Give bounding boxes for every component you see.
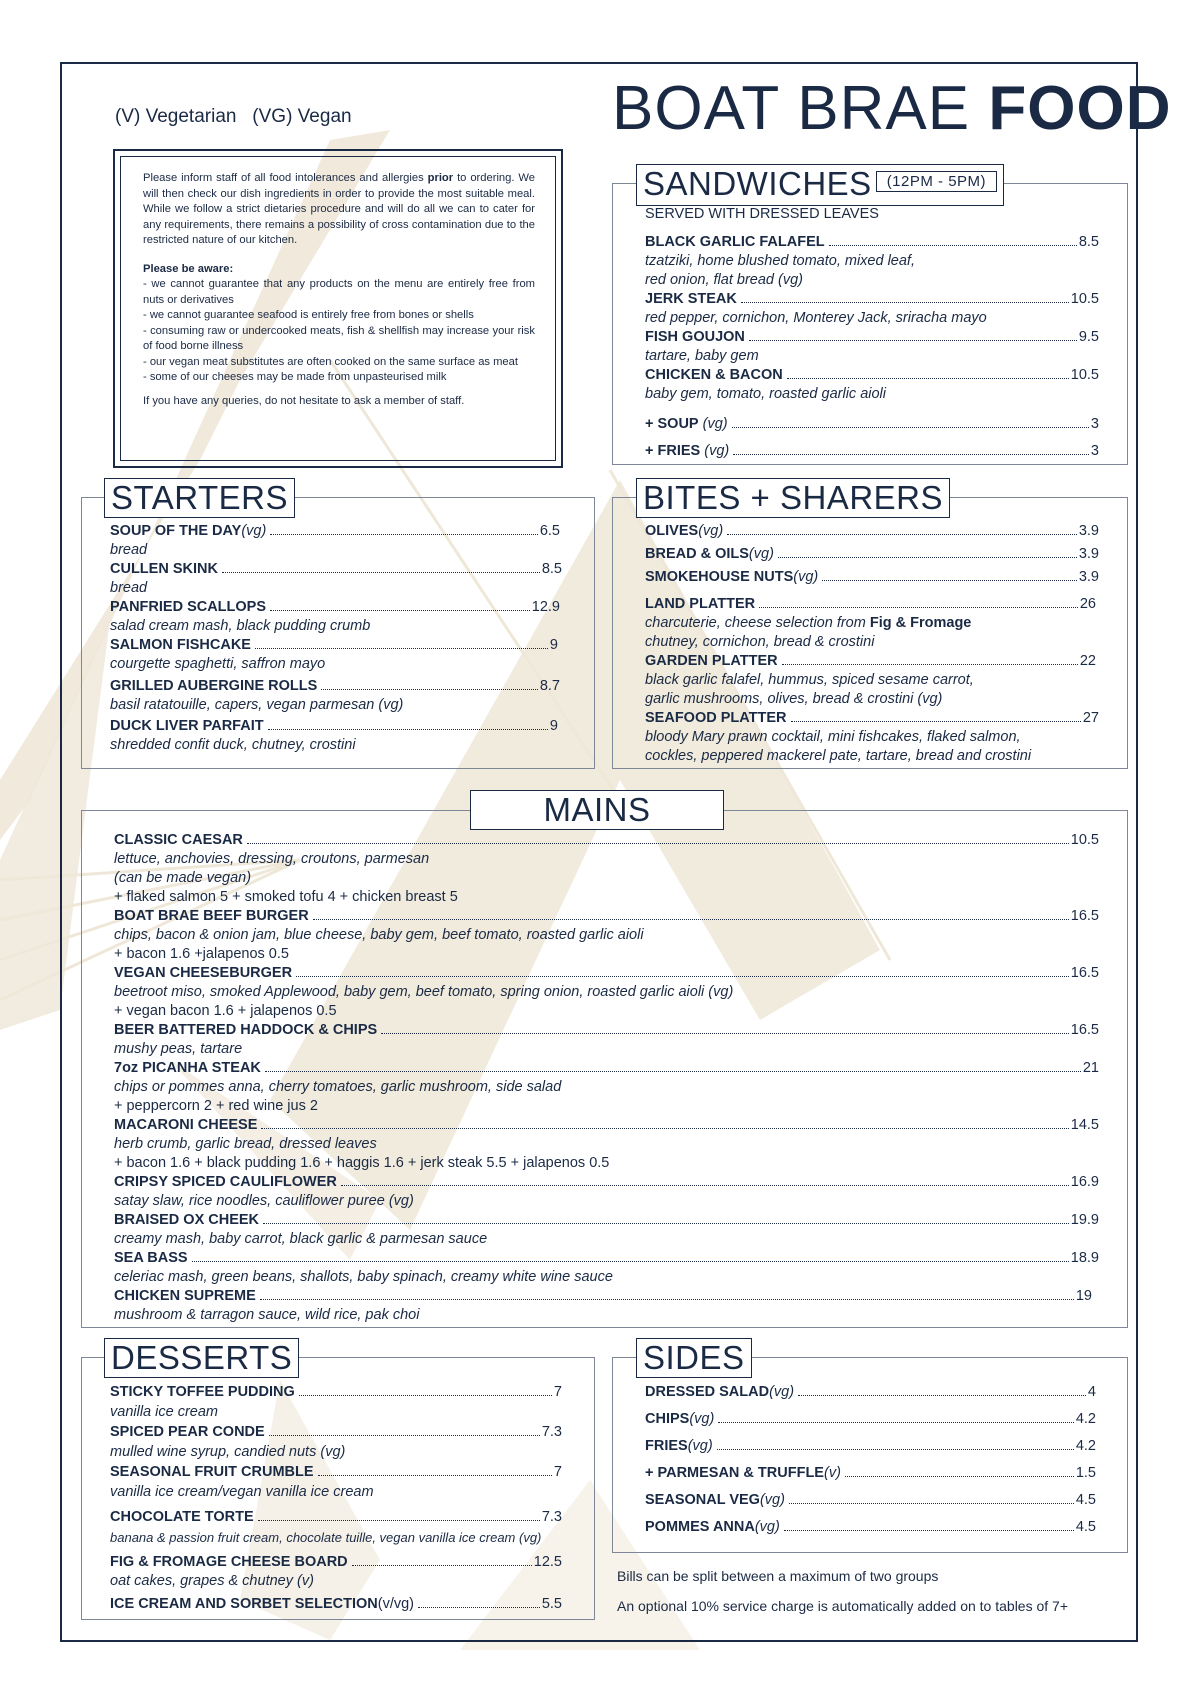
dot-leader bbox=[829, 245, 1077, 246]
item-extras: + bacon 1.6 + black pudding 1.6 + haggis 1.6 + jerk steak 5.5 + jalapenos 0.5 bbox=[114, 1155, 610, 1171]
item-name: PANFRIED SCALLOPS bbox=[110, 599, 267, 615]
dot-leader bbox=[222, 572, 540, 573]
item-name: SMOKEHOUSE NUTS bbox=[645, 569, 794, 585]
item-price: 26 bbox=[1079, 596, 1096, 612]
menu-item bbox=[110, 1596, 562, 1612]
item-extras: + bacon 1.6 +jalapenos 0.5 bbox=[114, 946, 289, 962]
menu-item bbox=[110, 678, 560, 694]
item-price: 8.7 bbox=[539, 678, 560, 694]
item-name: CLASSIC CAESAR bbox=[114, 832, 243, 848]
menu-item bbox=[645, 710, 1099, 726]
item-description: tzatziki, home blushed tomato, mixed leaf, bbox=[645, 253, 915, 269]
menu-item bbox=[645, 329, 1099, 345]
item-name: SALMON FISHCAKE bbox=[110, 637, 251, 653]
item-name: DUCK LIVER PARFAIT bbox=[110, 718, 264, 734]
sandwiches-title bbox=[636, 164, 1004, 206]
item-price: 10.5 bbox=[1070, 832, 1099, 848]
allergy-notice bbox=[113, 149, 563, 468]
menu-item bbox=[645, 569, 1099, 585]
dot-leader bbox=[247, 843, 1069, 844]
item-description: tartare, baby gem bbox=[645, 348, 759, 364]
notice-point: - our vegan meat substitutes are often cooked on the same surface as meat bbox=[143, 355, 518, 368]
item-price: 27 bbox=[1082, 710, 1099, 726]
dot-leader bbox=[741, 302, 1069, 303]
menu-item bbox=[645, 596, 1096, 612]
item-price: 5.5 bbox=[541, 1596, 562, 1612]
dot-leader bbox=[749, 340, 1077, 341]
menu-item bbox=[645, 1492, 1096, 1508]
menu-item bbox=[110, 1509, 562, 1525]
dot-leader bbox=[727, 534, 1077, 535]
item-description: beetroot miso, smoked Applewood, baby gem, beef tomato, spring onion, roasted garlic aioli (vg) bbox=[114, 984, 734, 1000]
dot-leader bbox=[258, 1520, 540, 1521]
item-price: 3 bbox=[1090, 443, 1099, 459]
dot-leader bbox=[270, 534, 538, 535]
dot-leader bbox=[787, 378, 1069, 379]
item-price: 22 bbox=[1079, 653, 1096, 669]
item-price: 12.5 bbox=[533, 1554, 562, 1570]
mains-title: MAINS bbox=[470, 790, 724, 830]
brand-bold: FOOD bbox=[988, 74, 1172, 143]
item-note: (v) bbox=[823, 1465, 841, 1481]
brand-title bbox=[612, 74, 1171, 144]
service-charge-note: An optional 10% service charge is automatically added on to tables of 7+ bbox=[617, 1598, 1069, 1614]
item-note: (vg) bbox=[687, 1438, 713, 1454]
menu-item bbox=[110, 1424, 562, 1440]
menu-item bbox=[114, 1060, 1099, 1076]
sides-title: SIDES bbox=[636, 1338, 752, 1378]
menu-item bbox=[645, 1411, 1096, 1427]
item-description: bloody Mary prawn cocktail, mini fishcakes, flaked salmon, bbox=[645, 729, 1021, 745]
item-price: 4 bbox=[1087, 1384, 1096, 1400]
item-note: (vg) bbox=[704, 443, 730, 459]
item-name: + PARMESAN & TRUFFLE bbox=[645, 1465, 824, 1481]
item-description: garlic mushrooms, olives, bread & crostini (vg) bbox=[645, 691, 943, 707]
menu-item bbox=[645, 1519, 1096, 1535]
item-name: SEA BASS bbox=[114, 1250, 188, 1266]
item-description: chips or pommes anna, cherry tomatoes, garlic mushroom, side salad bbox=[114, 1079, 562, 1095]
notice-intro-post: to ordering. We will then check our dish ingredients in order to provide the most suitable meal. While we follow a strict dietaries procedure and will do all we can to cater for any requirements, there remains a possibility of cross contamination due to the restricted nature of our kitchen. bbox=[143, 172, 536, 246]
item-name: POMMES ANNA bbox=[645, 1519, 755, 1535]
item-name: VEGAN CHEESEBURGER bbox=[114, 965, 293, 981]
item-price: 1.5 bbox=[1075, 1465, 1096, 1481]
dot-leader bbox=[341, 1185, 1069, 1186]
item-description: baby gem, tomato, roasted garlic aioli bbox=[645, 386, 886, 402]
item-description: red onion, flat bread (vg) bbox=[645, 272, 803, 288]
item-description: lettuce, anchovies, dressing, croutons, parmesan bbox=[114, 851, 430, 867]
item-name: SEAFOOD PLATTER bbox=[645, 710, 787, 726]
item-name: CHICKEN SUPREME bbox=[114, 1288, 256, 1304]
item-name: CHICKEN & BACON bbox=[645, 367, 783, 383]
dot-leader bbox=[759, 607, 1078, 608]
menu-item bbox=[110, 1464, 562, 1480]
item-price: 10.5 bbox=[1070, 367, 1099, 383]
item-price: 9 bbox=[549, 718, 558, 734]
item-description: bread bbox=[110, 542, 148, 558]
menu-item bbox=[114, 1288, 1092, 1304]
item-price: 10.5 bbox=[1070, 291, 1099, 307]
item-name: MACARONI CHEESE bbox=[114, 1117, 258, 1133]
item-description: satay slaw, rice noodles, cauliflower puree (vg) bbox=[114, 1193, 414, 1209]
menu-item bbox=[645, 1465, 1096, 1481]
menu-item bbox=[114, 908, 1099, 924]
item-price: 18.9 bbox=[1070, 1250, 1099, 1266]
item-extras: + flaked salmon 5 + smoked tofu 4 + chicken breast 5 bbox=[114, 889, 458, 905]
dot-leader bbox=[822, 580, 1077, 581]
desc-text: charcuterie, cheese selection from bbox=[645, 615, 870, 631]
item-name: SPICED PEAR CONDE bbox=[110, 1424, 265, 1440]
dot-leader bbox=[352, 1565, 532, 1566]
item-name: BLACK GARLIC FALAFEL bbox=[645, 234, 825, 250]
item-name: CHOCOLATE TORTE bbox=[110, 1509, 254, 1525]
item-name: CRIPSY SPICED CAULIFLOWER bbox=[114, 1174, 337, 1190]
dot-leader bbox=[299, 1395, 552, 1396]
menu-item bbox=[645, 443, 1099, 459]
item-price: 12.9 bbox=[531, 599, 560, 615]
item-price: 4.5 bbox=[1075, 1492, 1096, 1508]
item-name: BRAISED OX CHEEK bbox=[114, 1212, 260, 1228]
item-price: 7 bbox=[553, 1464, 562, 1480]
dot-leader bbox=[782, 664, 1078, 665]
item-description: creamy mash, baby carrot, black garlic & parmesan sauce bbox=[114, 1231, 488, 1247]
menu-item bbox=[114, 1117, 1099, 1133]
dot-leader bbox=[381, 1033, 1069, 1034]
notice-point: - we cannot guarantee that any products on the menu are entirely free from nuts or derivatives bbox=[143, 278, 535, 306]
item-note: (vg) bbox=[759, 1492, 785, 1508]
item-price: 8.5 bbox=[541, 561, 562, 577]
diet-legend: (V) Vegetarian (VG) Vegan bbox=[115, 106, 352, 127]
item-name: GRILLED AUBERGINE ROLLS bbox=[110, 678, 318, 694]
menu-item bbox=[110, 561, 562, 577]
dot-leader bbox=[418, 1607, 540, 1608]
item-name: SOUP OF THE DAY bbox=[110, 523, 242, 539]
item-description: basil ratatouille, capers, vegan parmesan (vg) bbox=[110, 697, 404, 713]
notice-point: - consuming raw or undercooked meats, fish & shellfish may increase your risk of food borne illness bbox=[143, 324, 535, 352]
item-name: SEASONAL FRUIT CRUMBLE bbox=[110, 1464, 314, 1480]
item-name: + FRIES bbox=[645, 443, 701, 459]
menu-item bbox=[110, 523, 560, 539]
item-name: OLIVES bbox=[645, 523, 699, 539]
menu-item bbox=[110, 1384, 562, 1400]
item-name: 7oz PICANHA STEAK bbox=[114, 1060, 261, 1076]
item-price: 8.5 bbox=[1078, 234, 1099, 250]
brand-light: BOAT BRAE bbox=[612, 74, 989, 143]
notice-point: - some of our cheeses may be made from unpasteurised milk bbox=[143, 371, 447, 383]
notice-aware-heading: Please be aware: bbox=[143, 262, 234, 275]
sandwiches-served: SERVED WITH DRESSED LEAVES bbox=[645, 206, 879, 222]
item-name: JERK STEAK bbox=[645, 291, 737, 307]
item-description: red pepper, cornichon, Monterey Jack, sriracha mayo bbox=[645, 310, 987, 326]
dot-leader bbox=[732, 427, 1089, 428]
starters-title: STARTERS bbox=[104, 478, 295, 518]
menu-item bbox=[645, 653, 1096, 669]
item-price: 4.5 bbox=[1075, 1519, 1096, 1535]
item-note: (vg) bbox=[748, 546, 774, 562]
menu-item bbox=[114, 1022, 1099, 1038]
item-description: celeriac mash, green beans, shallots, baby spinach, creamy white wine sauce bbox=[114, 1269, 613, 1285]
menu-item bbox=[110, 718, 558, 734]
item-note: (vg) bbox=[793, 569, 819, 585]
menu-item bbox=[114, 1174, 1099, 1190]
desserts-title: DESSERTS bbox=[104, 1338, 299, 1378]
menu-item bbox=[645, 523, 1099, 539]
item-note: (v/vg) bbox=[377, 1596, 414, 1612]
item-price: 4.2 bbox=[1075, 1411, 1096, 1427]
item-name: BEER BATTERED HADDOCK & CHIPS bbox=[114, 1022, 378, 1038]
dot-leader bbox=[260, 1299, 1074, 1300]
menu-item bbox=[645, 367, 1099, 383]
dot-leader bbox=[733, 454, 1089, 455]
item-description: mushy peas, tartare bbox=[114, 1041, 243, 1057]
item-price: 9.5 bbox=[1078, 329, 1099, 345]
notice-intro-pre: Please inform staff of all food intolerances and allergies bbox=[143, 172, 428, 184]
item-name: FISH GOUJON bbox=[645, 329, 745, 345]
item-name: BREAD & OILS bbox=[645, 546, 749, 562]
dot-leader bbox=[321, 689, 538, 690]
item-note: (vg) bbox=[241, 523, 267, 539]
dot-leader bbox=[268, 729, 548, 730]
menu-item bbox=[645, 1384, 1096, 1400]
item-extras: + peppercorn 2 + red wine jus 2 bbox=[114, 1098, 318, 1114]
dot-leader bbox=[778, 557, 1077, 558]
sandwiches-title-text: SANDWICHES bbox=[643, 165, 872, 202]
item-name: FRIES bbox=[645, 1438, 688, 1454]
menu-item bbox=[645, 234, 1099, 250]
dot-leader bbox=[269, 1435, 540, 1436]
item-description: herb crumb, garlic bread, dressed leaves bbox=[114, 1136, 377, 1152]
menu-item bbox=[110, 637, 558, 653]
menu-item bbox=[110, 1554, 562, 1570]
dot-leader bbox=[265, 1071, 1081, 1072]
dot-leader bbox=[270, 610, 530, 611]
dot-leader bbox=[263, 1223, 1069, 1224]
item-description: cockles, peppered mackerel pate, tartare, bread and crostini bbox=[645, 748, 1032, 764]
item-description: black garlic falafel, hummus, spiced sesame carrot, bbox=[645, 672, 974, 688]
dot-leader bbox=[784, 1530, 1074, 1531]
item-name: FIG & FROMAGE CHEESE BOARD bbox=[110, 1554, 348, 1570]
menu-item bbox=[114, 1212, 1099, 1228]
item-price: 3.9 bbox=[1078, 546, 1099, 562]
notice-closing: If you have any queries, do not hesitate to ask a member of staff. bbox=[143, 394, 465, 407]
item-description: vanilla ice cream/vegan vanilla ice cream bbox=[110, 1484, 374, 1500]
dot-leader bbox=[789, 1503, 1074, 1504]
item-note: (vg) bbox=[754, 1519, 780, 1535]
menu-item bbox=[645, 291, 1099, 307]
item-price: 16.5 bbox=[1070, 908, 1099, 924]
menu-item bbox=[114, 1250, 1099, 1266]
item-price: 7.3 bbox=[541, 1509, 562, 1525]
item-note: (vg) bbox=[769, 1384, 795, 1400]
item-name: ICE CREAM AND SORBET SELECTION bbox=[110, 1596, 378, 1612]
item-description: mushroom & tarragon sauce, wild rice, pak choi bbox=[114, 1307, 420, 1323]
notice-intro-bold: prior bbox=[427, 172, 454, 184]
menu-item bbox=[110, 599, 560, 615]
dot-leader bbox=[798, 1395, 1086, 1396]
item-price: 14.5 bbox=[1070, 1117, 1099, 1133]
item-description: oat cakes, grapes & chutney (v) bbox=[110, 1573, 314, 1589]
item-name: LAND PLATTER bbox=[645, 596, 756, 612]
item-description: banana & passion fruit cream, chocolate tuille, vegan vanilla ice cream (vg) bbox=[110, 1530, 542, 1545]
menu-item bbox=[114, 965, 1099, 981]
item-name: SEASONAL VEG bbox=[645, 1492, 760, 1508]
item-name: DRESSED SALAD bbox=[645, 1384, 770, 1400]
bill-split-note: Bills can be split between a maximum of two groups bbox=[617, 1568, 939, 1584]
item-note: (vg) bbox=[702, 416, 728, 432]
dot-leader bbox=[261, 1128, 1068, 1129]
dot-leader bbox=[313, 919, 1069, 920]
notice-point: - we cannot guarantee seafood is entirely free from bones or shells bbox=[143, 309, 474, 321]
item-name: CHIPS bbox=[645, 1411, 690, 1427]
item-price: 7 bbox=[553, 1384, 562, 1400]
item-price: 6.5 bbox=[539, 523, 560, 539]
item-description: courgette spaghetti, saffron mayo bbox=[110, 656, 326, 672]
item-name: CULLEN SKINK bbox=[110, 561, 218, 577]
item-name: STICKY TOFFEE PUDDING bbox=[110, 1384, 295, 1400]
item-name: + SOUP bbox=[645, 416, 699, 432]
dot-leader bbox=[318, 1475, 552, 1476]
item-description: bread bbox=[110, 580, 148, 596]
dot-leader bbox=[791, 721, 1081, 722]
bites-title: BITES + SHARERS bbox=[636, 478, 950, 518]
item-name: BOAT BRAE BEEF BURGER bbox=[114, 908, 309, 924]
item-price: 9 bbox=[549, 637, 558, 653]
sandwiches-hours: (12PM - 5PM) bbox=[876, 171, 997, 192]
item-price: 19 bbox=[1075, 1288, 1092, 1304]
menu-item bbox=[645, 546, 1099, 562]
item-price: 7.3 bbox=[541, 1424, 562, 1440]
item-extras: + vegan bacon 1.6 + jalapenos 0.5 bbox=[114, 1003, 337, 1019]
menu-item bbox=[114, 832, 1099, 848]
notice-points bbox=[143, 277, 535, 386]
dot-leader bbox=[845, 1476, 1074, 1477]
item-price: 16.5 bbox=[1070, 965, 1099, 981]
item-description: (can be made vegan) bbox=[114, 870, 252, 886]
menu-item bbox=[645, 416, 1099, 432]
item-note: (vg) bbox=[689, 1411, 715, 1427]
notice-intro bbox=[143, 171, 535, 249]
item-description: vanilla ice cream bbox=[110, 1404, 218, 1420]
item-price: 4.2 bbox=[1075, 1438, 1096, 1454]
dot-leader bbox=[192, 1261, 1069, 1262]
item-price: 3.9 bbox=[1078, 569, 1099, 585]
item-price: 16.5 bbox=[1070, 1022, 1099, 1038]
item-price: 16.9 bbox=[1070, 1174, 1099, 1190]
item-description: salad cream mash, black pudding crumb bbox=[110, 618, 371, 634]
item-name: GARDEN PLATTER bbox=[645, 653, 778, 669]
item-note: (vg) bbox=[698, 523, 724, 539]
item-price: 21 bbox=[1082, 1060, 1099, 1076]
item-description: mulled wine syrup, candied nuts (vg) bbox=[110, 1444, 346, 1460]
item-description: chutney, cornichon, bread & crostini bbox=[645, 634, 875, 650]
dot-leader bbox=[717, 1449, 1074, 1450]
item-description: chips, bacon & onion jam, blue cheese, baby gem, beef tomato, roasted garlic aioli bbox=[114, 927, 644, 943]
item-price: 3 bbox=[1090, 416, 1099, 432]
dot-leader bbox=[255, 648, 548, 649]
menu-item bbox=[645, 1438, 1096, 1454]
item-description bbox=[645, 615, 971, 631]
item-description: shredded confit duck, chutney, crostini bbox=[110, 737, 356, 753]
supplier-name: Fig & Fromage bbox=[869, 615, 972, 631]
item-price: 19.9 bbox=[1070, 1212, 1099, 1228]
dot-leader bbox=[718, 1422, 1074, 1423]
dot-leader bbox=[296, 976, 1069, 977]
item-price: 3.9 bbox=[1078, 523, 1099, 539]
